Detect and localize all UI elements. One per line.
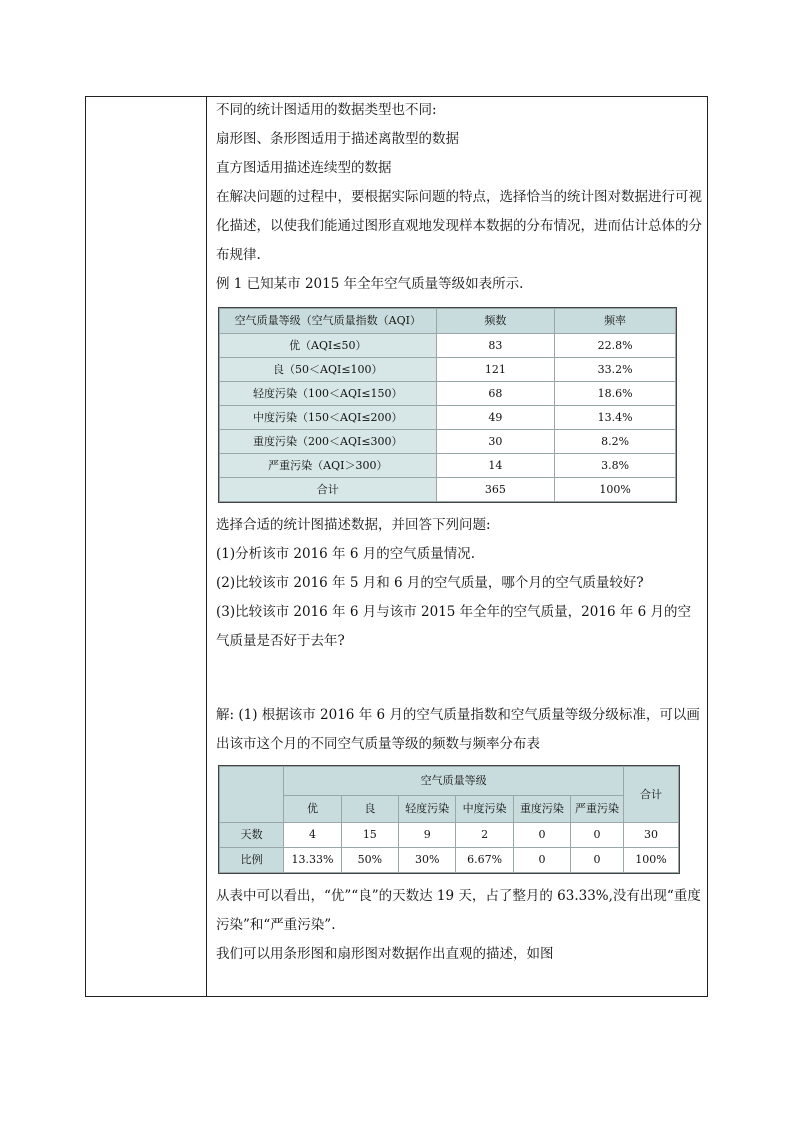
conclusion-paragraph: 从表中可以看出，“优”“良”的天数达 19 天，占了整月的 63.33%,没有出现“重度污染”和“严重污染”. <box>216 888 701 933</box>
table-cell: 2 <box>456 823 513 848</box>
table-row <box>220 358 676 382</box>
table-cell: 14 <box>436 454 555 478</box>
table-cell: 13.4% <box>555 406 676 430</box>
table-row <box>220 454 676 478</box>
table-cell: 合计 <box>220 478 437 502</box>
table-cell: 100% <box>623 848 678 873</box>
table-header-cell: 中度污染 <box>456 796 513 823</box>
text-line: 我们可以用条形图和扇形图对数据作出直观的描述，如图 <box>216 946 554 962</box>
table-header-cell: 轻度污染 <box>399 796 456 823</box>
text-line: 不同的统计图适用的数据类型也不同: <box>216 102 437 118</box>
table-cell: 良（50＜AQI≤100） <box>220 358 437 382</box>
table-group-header: 空气质量等级 <box>284 767 624 796</box>
table-header-row <box>220 767 679 796</box>
table-cell: 30 <box>623 823 678 848</box>
table-cell: 49 <box>436 406 555 430</box>
text-line: 选择合适的统计图描述数据，并回答下列问题: <box>216 517 491 533</box>
table-row <box>220 406 676 430</box>
blank-space <box>216 656 702 701</box>
table-cell: 严重污染（AQI＞300） <box>220 454 437 478</box>
table-cell: 0 <box>513 848 570 873</box>
solution-paragraph: 解: (1) 根据该市 2016 年 6 月的空气质量指数和空气质量等级分级标准，可以画出该市这个月的不同空气质量等级的频数与频率分布表 <box>216 707 700 752</box>
table-cell: 3.8% <box>555 454 676 478</box>
table-cell: 83 <box>436 334 555 358</box>
question-3: (3)比较该市 2016 年 6 月与该市 2015 年全年的空气质量，2016 年 6 月的空气质量是否好于去年? <box>216 604 691 649</box>
table-cell: 4 <box>284 823 341 848</box>
table-cell: 0 <box>571 848 624 873</box>
column-divider <box>206 97 207 996</box>
table-row <box>220 823 679 848</box>
paragraph: 在解决问题的过程中，要根据实际问题的特点，选择恰当的统计图对数据进行可视化描述，以使我们能通过图形直观地发现样本数据的分布情况，进而估计总体的分布规律. <box>216 189 702 263</box>
table-header-cell: 频数 <box>436 309 555 334</box>
table-cell: 365 <box>436 478 555 502</box>
table-cell: 中度污染（150＜AQI≤200） <box>220 406 437 430</box>
table-header-cell: 严重污染 <box>571 796 624 823</box>
example-heading: 例 1 已知某市 2015 年全年空气质量等级如表所示. <box>216 276 524 292</box>
table-row-label: 比例 <box>220 848 284 873</box>
table-cell: 13.33% <box>284 848 341 873</box>
right-cell-content <box>216 96 702 969</box>
table-row-label: 天数 <box>220 823 284 848</box>
table-header-cell: 空气质量等级（空气质量指数（AQI） <box>220 309 437 334</box>
table-cell: 18.6% <box>555 382 676 406</box>
table-corner-cell <box>220 767 284 823</box>
table-header-cell: 合计 <box>623 767 678 823</box>
table-cell: 30% <box>399 848 456 873</box>
table-header-cell: 重度污染 <box>513 796 570 823</box>
table-cell: 15 <box>341 823 398 848</box>
table-cell: 重度污染（200＜AQI≤300） <box>220 430 437 454</box>
table-cell: 0 <box>513 823 570 848</box>
table-cell: 33.2% <box>555 358 676 382</box>
table-cell: 121 <box>436 358 555 382</box>
table-cell: 优（AQI≤50） <box>220 334 437 358</box>
table-header-row <box>220 309 676 334</box>
table-cell: 68 <box>436 382 555 406</box>
question-1: (1)分析该市 2016 年 6 月的空气质量情况. <box>216 546 476 562</box>
table-row <box>220 430 676 454</box>
june-distribution-table <box>218 765 680 874</box>
table-cell: 6.67% <box>456 848 513 873</box>
question-2: (2)比较该市 2016 年 5 月和 6 月的空气质量，哪个月的空气质量较好? <box>216 575 644 591</box>
table-header-cell: 频率 <box>555 309 676 334</box>
table-row <box>220 334 676 358</box>
table-cell: 22.8% <box>555 334 676 358</box>
table-header-row <box>220 796 679 823</box>
table-total-row <box>220 478 676 502</box>
table-header-cell: 良 <box>341 796 398 823</box>
table-cell: 0 <box>571 823 624 848</box>
table-cell: 9 <box>399 823 456 848</box>
table-cell: 轻度污染（100＜AQI≤150） <box>220 382 437 406</box>
text-line: 直方图适用描述连续型的数据 <box>216 160 392 176</box>
table-cell: 8.2% <box>555 430 676 454</box>
text-line: 扇形图、条形图适用于描述离散型的数据 <box>216 131 459 147</box>
table-cell: 100% <box>555 478 676 502</box>
table-row <box>220 382 676 406</box>
table-cell: 50% <box>341 848 398 873</box>
aqi-annual-table <box>218 307 677 503</box>
table-header-cell: 优 <box>284 796 341 823</box>
table-cell: 30 <box>436 430 555 454</box>
table-row <box>220 848 679 873</box>
